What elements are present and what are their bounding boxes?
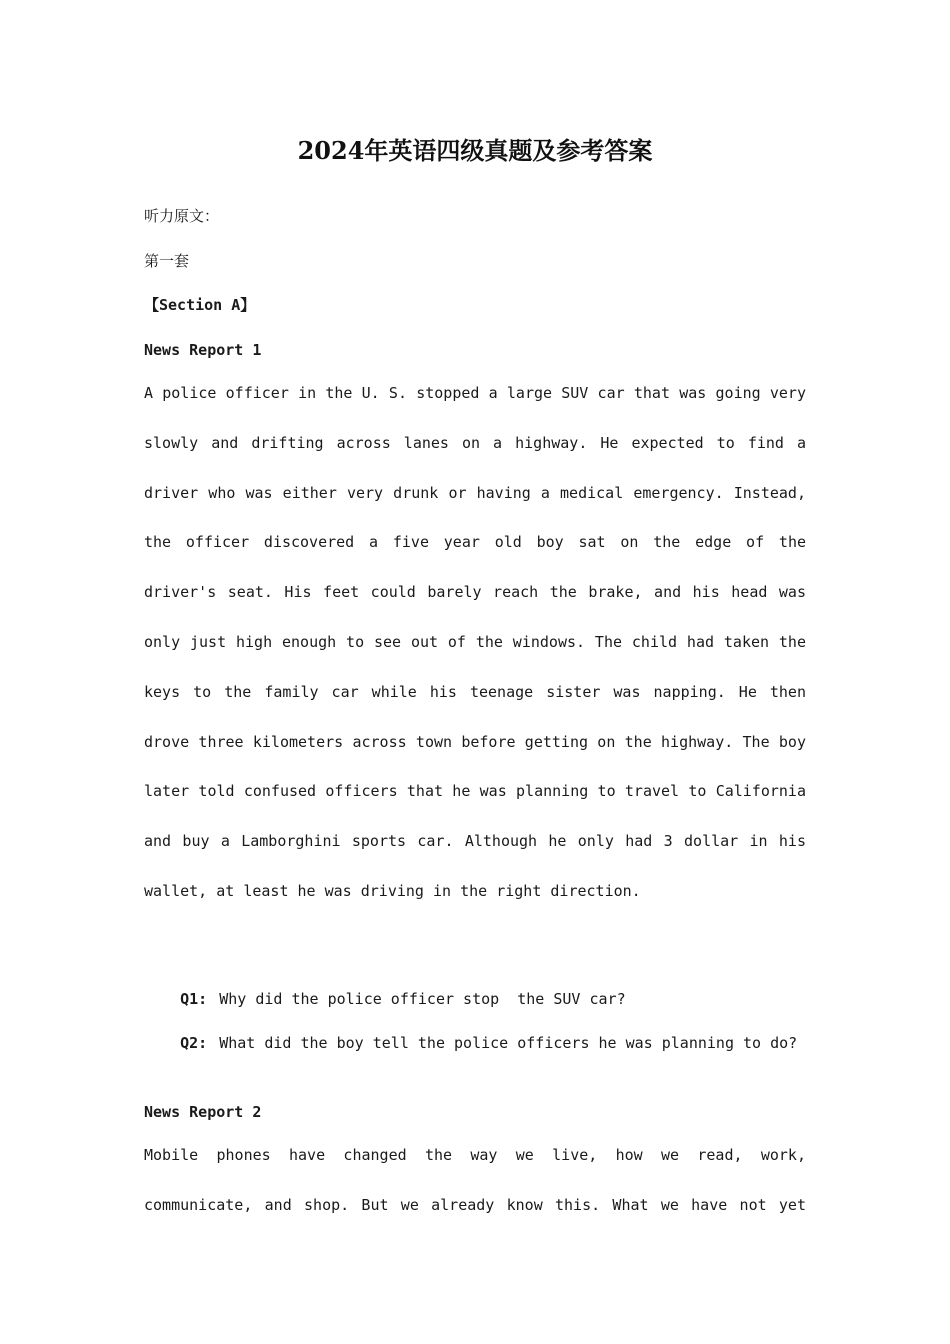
question-1-label: Q1: [180,990,208,1008]
report-1-heading: News Report 1 [144,341,262,359]
report-2-heading: News Report 2 [144,1103,262,1121]
section-label: 【Section A】 [144,296,256,314]
report-1-text: A police officer in the U. S. stopped a large SUV car that was going very slowly and drifting across lanes on a highway. He expected to find a driver who was either very drunk or having a medical emergency. Instead, the officer discovered a five year old boy sat on the edge of the driver's seat. His feet could barely reach the brake, and his head was only just high enough to see out of the windows. The child had taken the keys to the family car while his teenage sister was napping. He then drove three kilometers across town before getting on the highway. The boy later told confused officers that he was planning to travel to California and buy a Lamborghini sports car. Although he only had 3 dollar in his wallet, at least he was driving in the right direction. [144,384,806,900]
question-2-label: Q2: [180,1034,208,1052]
set-label: 第一套 [144,252,190,270]
question-1-text: Why did the police officer stop the SUV car? [219,990,626,1008]
question-2 [144,1013,797,1073]
question-2-text: What did the boy tell the police officers he was planning to do? [219,1034,798,1052]
document-title: 2024年英语四级真题及参考答案 [297,136,653,165]
report-2-text: Mobile phones have changed the way we live, how we read, work, communicate, and shop. But we already know this. What we have not yet [144,1146,806,1214]
intro-label: 听力原文： [144,207,220,225]
